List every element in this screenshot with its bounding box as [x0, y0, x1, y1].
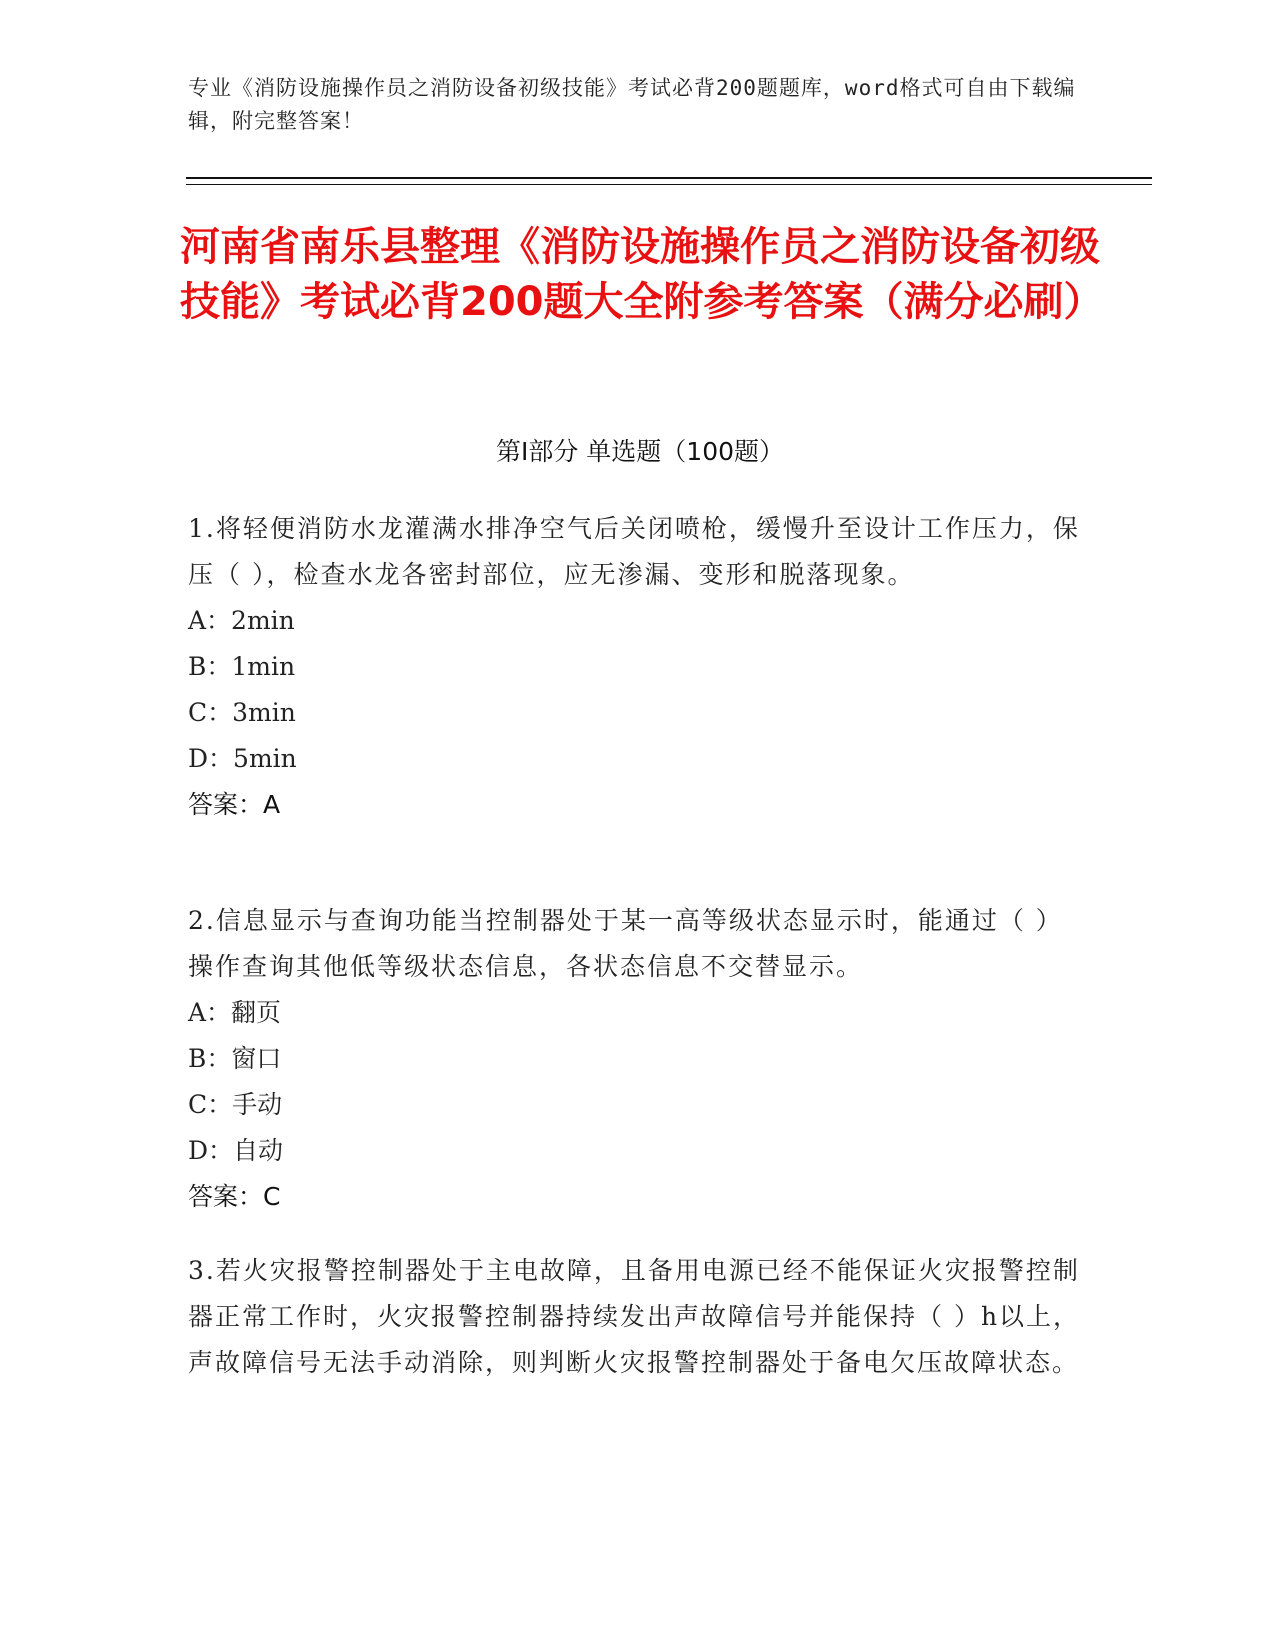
question-3 — [188, 1248, 1088, 1386]
answer-label: 答案：A — [188, 790, 281, 819]
option-b: B：窗口 — [188, 1044, 282, 1073]
header-divider-thick — [186, 177, 1152, 179]
option-a: A：翻页 — [188, 998, 282, 1027]
question-stem: 2.信息显示与查询功能当控制器处于某一高等级状态显示时，能通过（ ）操作查询其他低等级状态信息，各状态信息不交替显示。 — [188, 906, 1063, 981]
section-heading: 第Ⅰ部分 单选题（100题） — [495, 437, 785, 466]
question-1 — [188, 506, 1088, 828]
option-d: D：自动 — [188, 1136, 284, 1165]
option-b: B：1min — [188, 652, 296, 681]
option-c: C：手动 — [188, 1090, 283, 1119]
option-d: D：5min — [188, 744, 297, 773]
header-divider-thin — [186, 184, 1152, 185]
option-a: A：2min — [188, 606, 295, 635]
question-stem: 1.将轻便消防水龙灌满水排净空气后关闭喷枪，缓慢升至设计工作压力，保压（ ），检查水龙各密封部位，应无渗漏、变形和脱落现象。 — [188, 514, 1080, 589]
document-title: 河南省南乐县整理《消防设施操作员之消防设备初级技能》考试必背200题大全附参考答案（满分必刷） — [180, 224, 1104, 325]
header-note: 专业《消防设施操作员之消防设备初级技能》考试必背200题题库，word格式可自由下载编辑，附完整答案！ — [188, 76, 1076, 133]
question-stem: 3.若火灾报警控制器处于主电故障，且备用电源已经不能保证火灾报警控制器正常工作时，火灾报警控制器持续发出声故障信号并能保持（ ）h以上，声故障信号无法手动消除，则判断火灾报警控制器处于备电欠压故障状态。 — [188, 1256, 1081, 1377]
option-c: C：3min — [188, 698, 296, 727]
answer-label: 答案：C — [188, 1182, 281, 1211]
question-2 — [188, 898, 1088, 1220]
